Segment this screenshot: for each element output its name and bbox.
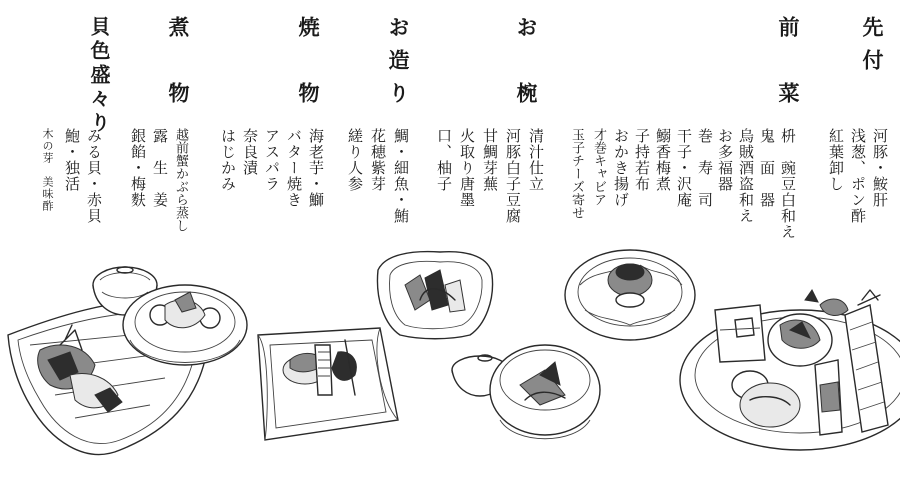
soup-bowl-illustration [452, 345, 600, 439]
owan-heading: お 椀 [514, 16, 539, 115]
menu-item: お多福器 [716, 128, 734, 192]
menu-item: おかき揚げ [612, 128, 630, 208]
menu-item: 越前蟹かぶら蒸し [173, 128, 188, 232]
menu-item: はじかみ [219, 128, 237, 192]
menu-item: 烏賊酒盗和え [737, 128, 755, 224]
menu-item: 花穂紫芽 [369, 128, 387, 192]
menu-item: 火取り唐墨 [458, 128, 476, 208]
menu-item: 甘鯛芽蕪 [481, 128, 499, 192]
menu-item: 銀餡・梅麩 [129, 128, 147, 208]
zensai-heading: 前 菜 [776, 16, 801, 115]
menu-item: みる貝・赤貝 [85, 128, 103, 224]
menu-item: 河豚白子豆腐 [504, 128, 522, 224]
menu-item: 河豚・鮟肝 [871, 128, 889, 208]
menu-item: 木の芽 美味酢 [41, 128, 54, 212]
hassun-tray-illustration [680, 290, 900, 450]
menu-item: 玉子チーズ寄せ [569, 128, 584, 219]
menu-item: 鰯香梅煮 [654, 128, 672, 192]
menu-item: 干子・沢庵 [675, 128, 693, 208]
menu-item: アスパラ [263, 128, 281, 192]
menu-item: 鬼 面 器 [758, 128, 776, 208]
menu-item: 海老芋・鰤 [307, 128, 325, 208]
menu-item: バター焼き [285, 128, 303, 208]
nimono-heading: 煮 物 [166, 16, 191, 115]
menu-item: 奈良漬 [241, 128, 259, 176]
yakimono-heading: 焼 物 [296, 16, 321, 115]
sakizuke-heading: 先付 [860, 16, 885, 82]
menu-item: 紅葉卸し [827, 128, 845, 192]
menu-item: 鯛・細魚・鮪 [392, 128, 410, 224]
menu-item: 浅葱、ポン酢 [849, 128, 867, 224]
menu-item: 口、柚子 [435, 128, 453, 192]
menu-item: 縒り人参 [346, 128, 364, 192]
menu-item: 鮑・独活 [63, 128, 81, 192]
ornate-round-plate-illustration [565, 250, 695, 340]
menu-item: 巻 寿 司 [696, 128, 714, 208]
menu-item: 露 生 姜 [151, 128, 169, 208]
menu-item: 枡 豌豆白和え [779, 128, 797, 240]
menu-item: 清汁仕立 [527, 128, 545, 192]
square-plate-illustration [258, 328, 398, 440]
menu-item: 子持若布 [633, 128, 651, 192]
menu-item: 才巻キャビア [591, 128, 606, 206]
otsukuri-heading: お造り [386, 16, 411, 115]
kaimori-heading: 貝色盛々り [87, 16, 111, 136]
sashimi-bowl-illustration [377, 252, 492, 339]
